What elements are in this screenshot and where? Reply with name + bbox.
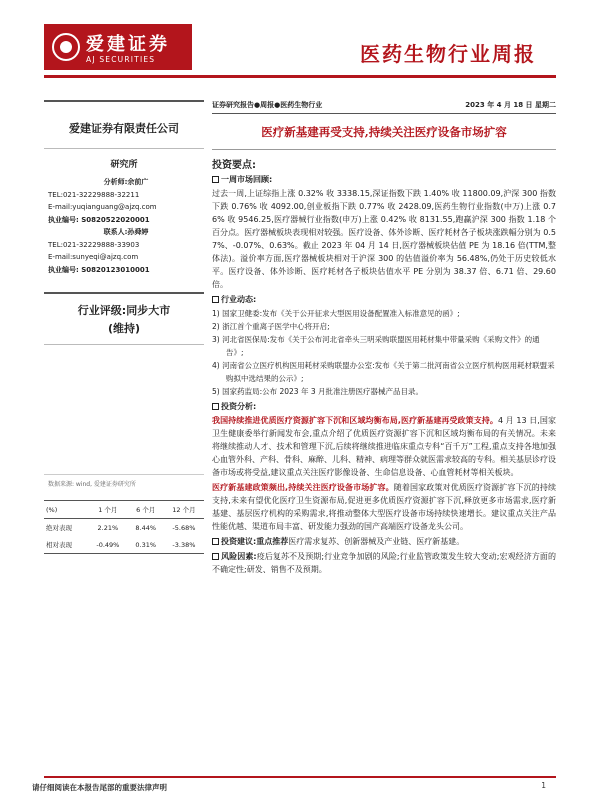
logo-text-cn: 爱建证券	[86, 34, 170, 55]
perf-cell: 2.21%	[97, 523, 119, 532]
analyst-name: 分析师:余前广	[103, 178, 149, 186]
checkbox-square-icon	[212, 538, 219, 545]
footer-disclaimer: 请仔细阅读在本报告尾部的重要法律声明	[32, 783, 167, 792]
list-item: 3) 河北省医保局:发布《关于公布河北省牵头三明采购联盟医用耗材集中带量采购《采购文件》的通告》;	[212, 335, 540, 357]
list-item: 1) 国家卫健委:发布《关于公开征求大型医用设备配置准入标准意见的函》;	[212, 309, 460, 318]
investment-advice	[212, 535, 556, 548]
perf-header: 12 个月	[164, 501, 204, 519]
perf-cell: 相对表现	[44, 536, 88, 554]
performance-table	[44, 500, 204, 554]
title-rule	[212, 149, 556, 150]
perf-cell: -3.38%	[164, 536, 204, 554]
footer-rule	[44, 776, 556, 778]
section-heading-text: 一周市场回顾:	[221, 175, 273, 184]
analysis-lead-2: 医疗新基建政策频出,持续关注医疗设备市场扩容。	[212, 483, 394, 492]
news-list	[212, 307, 556, 398]
section-heading-analysis	[212, 401, 556, 412]
table-row	[44, 536, 204, 554]
section-heading-text: 投资分析:	[221, 402, 257, 411]
analyst-tel: TEL:021-32229888-32211	[48, 190, 140, 199]
perf-cell: -0.49%	[88, 536, 128, 554]
checkbox-square-icon	[212, 403, 219, 410]
page-number: 1	[541, 781, 546, 790]
risk-heading: 风险因素:	[221, 552, 257, 561]
advice-bold: 重点推荐	[256, 537, 289, 546]
company-name: 爱建证券有限责任公司	[44, 100, 204, 149]
analyst-email: E-mail:yuqianguang@ajzq.com	[48, 203, 157, 211]
logo-emblem-icon	[52, 33, 80, 61]
perf-cell: -5.68%	[172, 523, 196, 532]
industry-rating	[44, 292, 204, 345]
left-column	[44, 100, 204, 554]
rating-line-2: (维持)	[107, 322, 141, 335]
perf-cell: 0.31%	[128, 536, 164, 554]
contact-cert: 执业编号: S0820123010001	[48, 265, 150, 274]
institute-name: 研究所	[110, 160, 138, 170]
risk-text: 疫后复苏不及预期;行业竞争加剧的风险;行业监管政策发生较大变动;宏观经济方面的不确定性;研发、销售不及预期。	[212, 552, 556, 574]
checkbox-square-icon	[212, 296, 219, 303]
advice-heading: 投资建议:	[221, 537, 257, 546]
market-review-paragraph: 过去一周,上证综指上涨 0.32% 收 3338.15,深证指数下跌 1.40% 收 11800.09,沪深 300 指数下跌 0.76% 收 4092.00,创业板指下跌 0.77% 收 2428.09,医药生物行业指数(中万)上涨 0.76% 收 9546.25,医疗器械行业指数(申万)上涨 0.42% 收 8131.55,跑赢沪深 300 指数 1.18 个百分点。医疗器械板块表现相对较强。医疗设备、体外诊断、医疗耗材各子板块涨跌幅分别为 0.57%、-0.07%、0.63%。截止 2023 年 04 月 14 日,医疗器械板块估值 PE 为 18.16 倍(TTM,整体法)。溢价率方面,医疗器械板块相对于沪深 300 的估值溢价率为 56.48%,仍处于历史较低水平。医疗设备、体外诊断、医疗耗材各子板块估值水平 PE 分别为 38.37 倍、6.71 倍、29.60 倍。	[212, 189, 556, 289]
analyst-cert: 执业编号: S0820522020001	[48, 215, 150, 224]
analysis-lead-1: 我国持续推进优质医疗资源扩容下沉和区域均衡布局,医疗新基建再受政策支持。	[212, 416, 498, 425]
header-rule	[44, 75, 556, 78]
report-title: 医疗新基建再受支持,持续关注医疗设备市场扩容	[261, 125, 507, 139]
section-heading-text: 行业动态:	[221, 295, 257, 304]
analysis-paragraph-2	[212, 481, 556, 533]
chart-placeholder	[44, 345, 204, 475]
table-row	[44, 519, 204, 537]
perf-header: 1 个月	[88, 501, 128, 519]
perf-header: (%)	[44, 501, 88, 519]
advice-text: 医疗需求复苏、创新器械及产业链、医疗新基建。	[288, 537, 465, 546]
list-item: 2) 浙江首个重离子医学中心将开启;	[212, 322, 330, 331]
rating-line-1: 行业评级:同步大市	[77, 304, 171, 317]
checkbox-square-icon	[212, 176, 219, 183]
main-column	[212, 100, 556, 576]
chart-source: 数据来源: wind, 爱建证券研究所	[48, 481, 136, 488]
perf-cell: 8.44%	[135, 523, 157, 532]
logo-text-en: AJ SECURITIES	[86, 55, 156, 64]
report-meta	[212, 100, 556, 114]
invest-points-heading: 投资要点:	[212, 160, 256, 171]
section-heading-market-review	[212, 174, 556, 185]
report-date: 2023 年 4 月 18 日 星期二	[465, 101, 556, 109]
report-type: 证券研究报告●周报●医药生物行业	[212, 101, 323, 109]
contact-tel: TEL:021-32229888-33903	[48, 240, 140, 249]
header-title: 医药生物行业周报	[360, 42, 536, 66]
section-heading-industry-news	[212, 294, 556, 305]
analysis-body-1: 4 月 13 日,国家卫生健康委举行新闻发布会,重点介绍了优质医疗资源扩容下沉和区域均衡布局的有关情况。未来将继续推动人才、技术和管理下沉,后续将继续推进临床重点专科“百千万”工程,重点支持各地加强心血管外科、产科、骨科、麻醉、儿科、精神、病理等群众就医需求较高的专科。相关基层诊疗设备市场或将受益,建议重点关注医疗影像设备、生命信息设备、心血管耗材等相关板块。	[212, 416, 556, 477]
perf-header: 6 个月	[128, 501, 164, 519]
contact-email: E-mail:sunyeqi@ajzq.com	[48, 253, 139, 261]
analysis-paragraph-1	[212, 414, 556, 479]
perf-cell: 绝对表现	[46, 524, 72, 532]
list-item: 4) 河南省公立医疗机构医用耗材采购联盟办公室:发布《关于第二批河南省公立医疗机构医用耗材联盟采购拟中选结果的公示》;	[212, 361, 555, 383]
analyst-contact	[44, 176, 204, 276]
checkbox-square-icon	[212, 553, 219, 560]
contact-name: 联系人:孙舜婷	[103, 228, 149, 236]
list-item: 5) 国家药监局:公布 2023 年 3 月批准注册医疗器械产品目录。	[212, 387, 424, 396]
logo	[44, 24, 192, 70]
analysis-body-2: 随着国家政策对优质医疗资源扩容下沉的持续支持,未来有望优化医疗卫生资源布局,促进更多优质医疗资源扩容下沉,释放更多市场需求,医疗新基建、基层医疗机构的采购需求,将推动整体大型医疗设备市场持续快速增长。建议重点关注产品性能优越、渠道布局丰富、研发能力强劲的国产高端医疗设备龙头公司。	[212, 483, 556, 531]
risk-factors	[212, 550, 556, 576]
